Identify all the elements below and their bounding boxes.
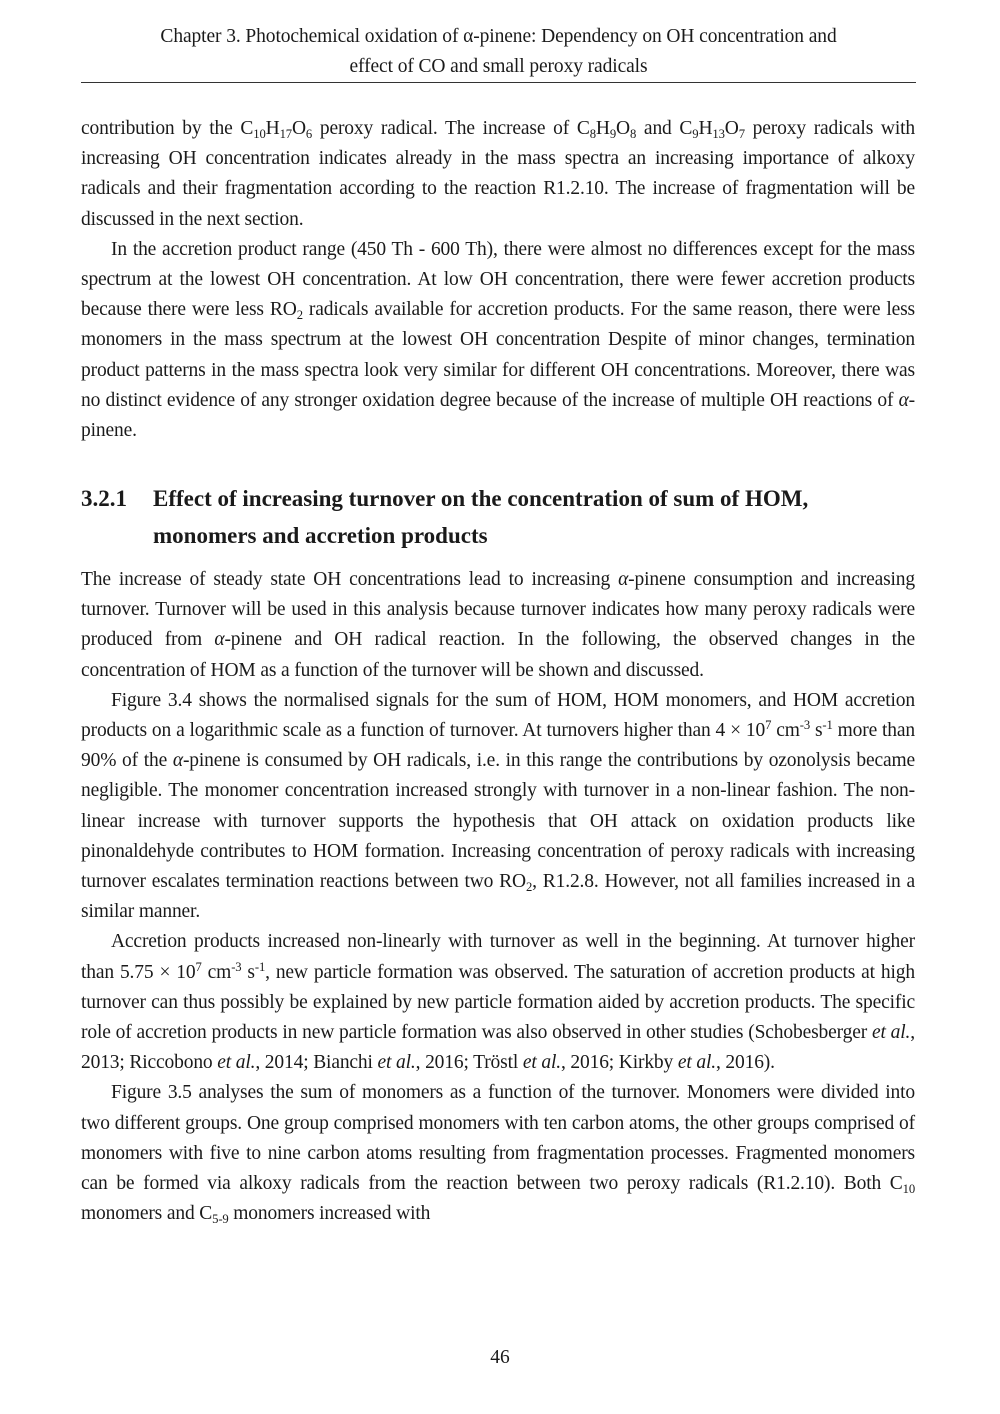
section-title: Effect of increasing turnover on the concentration of sum of HOM, monomers and accretion products [153, 486, 809, 548]
running-header-line-1: Chapter 3. Photochemical oxidation of α-pinene: Dependency on OH concentration and [160, 26, 837, 47]
running-header-line-2: effect of CO and small peroxy radicals [349, 56, 648, 77]
section-heading [81, 480, 915, 554]
body-text-bottom [81, 565, 915, 1229]
paragraph: contribution by the $C_{10}H_{17}O_6$ peroxy radical. The increase of $C_8H_9O_8$ and $C_9H_{13}O_7$ peroxy radicals with increasing OH concentration indicates already in the mass spectra an increasing importance of alkoxy radicals and their fragmentation according to the reaction R1.2.10. The increase of fragmentation will be discussed in the next section. [81, 118, 915, 230]
running-header [81, 22, 916, 82]
section-number: 3.2.1 [81, 486, 127, 511]
header-rule [81, 82, 916, 83]
paragraph: In the accretion product range (450 Th - 600 Th), there were almost no differences except for the mass spectrum at the lowest OH concentration. At low OH concentration, there were fewer accretion products because there were less $RO_2$ radicals available for accretion products. For the same reason, there were less monomers in the mass spectrum at the lowest OH concentration Despite of minor changes, termination product patterns in the mass spectra look very similar for different OH concentrations. Moreover, there was no distinct evidence of any stronger oxidation degree because of the increase of multiple OH reactions of α-pinene. [81, 238, 915, 442]
body-text-top [81, 114, 915, 446]
paragraph: Figure 3.4 shows the normalised signals for the sum of HOM, HOM monomers, and HOM accretion products on a logarithmic scale as a function of turnover. At turnovers higher than $4 \times 10^7$ $cm^{-3}$ $s^{-1}$ more than 90% of the α-pinene is consumed by OH radicals, i.e. in this range the contributions by ozonolysis became negligible. The monomer concentration increased strongly with turnover in a non-linear fashion. The non-linear increase with turnover supports the hypothesis that OH attack on oxidation products like pinonaldehyde contributes to HOM formation. Increasing concentration of peroxy radicals with increasing turnover escalates termination reactions between two $RO_2$, R1.2.8. However, not all families increased in a similar manner. [81, 689, 916, 923]
paragraph: Figure 3.5 analyses the sum of monomers as a function of the turnover. Monomers were divided into two different groups. One group comprised monomers with ten carbon atoms, the other groups comprised of monomers with five to nine carbon atoms resulting from fragmentation processes. Fragmented monomers can be formed via alkoxy radicals from the reaction between two peroxy radicals (R1.2.10). Both $C_{10}$ monomers and $C_{5-9}$ monomers increased with [81, 1082, 915, 1227]
paragraph: Accretion products increased non-linearly with turnover as well in the beginning. At turnover higher than $5.75 \times 10^7$ $cm^{-3}$ $s^{-1}$, new particle formation was observed. The saturation of accretion products at high turnover can thus possibly be explained by new particle formation aided by accretion products. The specific role of accretion products in new particle formation was also observed in other studies (Schobesberger et al., 2013; Riccobono et al., 2014; Bianchi et al., 2016; Tröstl et al., 2016; Kirkby et al., 2016). [81, 931, 916, 1074]
paragraph: The increase of steady state OH concentrations lead to increasing α-pinene consumption and increasing turnover. Turnover will be used in this analysis because turnover indicates how many peroxy radicals were produced from α-pinene and OH radical reaction. In the following, the observed changes in the concentration of HOM as a function of the turnover will be shown and discussed. [81, 569, 915, 681]
page-number: 46 [490, 1347, 510, 1368]
